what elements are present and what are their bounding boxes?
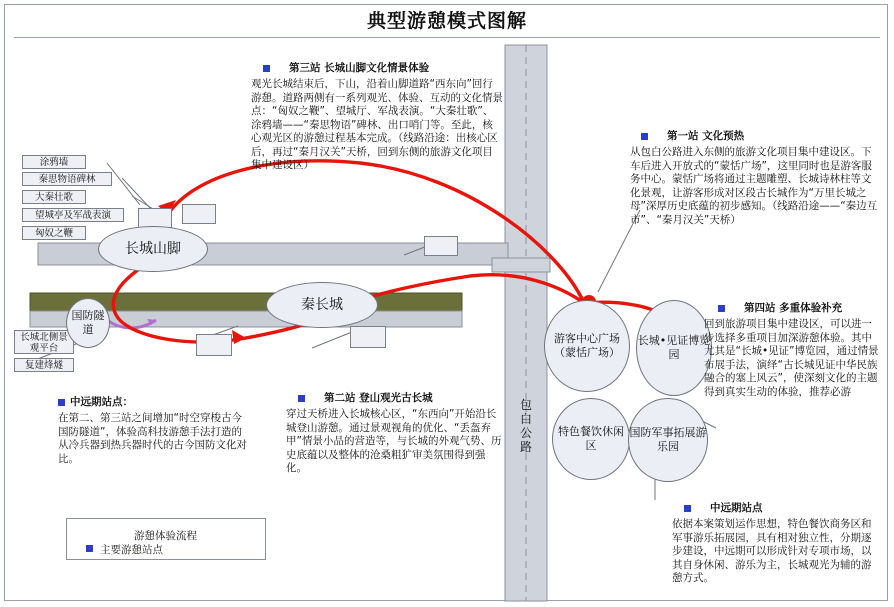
scene-box-2 xyxy=(182,204,216,224)
station3-bullet xyxy=(263,65,270,72)
scene-box-4 xyxy=(196,334,232,356)
station2-bullet xyxy=(298,395,305,402)
station2-body: 穿过天桥进入长城核心区，“东西向”开始沿长城登山游憩。通过景观视角的优化、“丢盔弃甲”情景小品的营造等，与长城的外观气势、历史底蕴以及整体的沧桑粗犷审美氛围得到强化。 xyxy=(286,408,502,474)
station1-title: 第一站 文化预热 xyxy=(667,130,745,142)
midnote-right-title: 中远期站点 xyxy=(710,502,763,514)
scene-box-3 xyxy=(424,236,458,256)
node-bolanyuan[interactable]: 长城•见证博览园 xyxy=(636,300,712,396)
left-label-tuyaqiang: 涂鸦墙 xyxy=(22,155,86,169)
left-label-wangchengting: 望城亭及军战表演 xyxy=(22,208,124,222)
legend-node-label: 主要游憩站点 xyxy=(100,544,163,556)
station3-body: 观光长城结束后，下山，沿着山脚道路“西东向”回行游憩。道路两侧有一系列观光、体验、互动的文化情景点：“匈奴之鞭”、望城厅、军战表演。“大秦壮歌”、涂鸦墙——“秦思物语”碑林、出口哨门等。至此，核心观光区的游憩过程基本完成。（线路沿途：出核心区后，再过“秦月汉关”天桥，回到东侧的旅游文化项目集中建设区） xyxy=(251,78,503,171)
left-label-xiongnu: 匈奴之鞭 xyxy=(22,226,86,240)
scene-box-1 xyxy=(138,208,172,228)
midnote-right-body: 依据本案策划运作思想，特色餐饮商务区和军事游乐拓展园，具有相对独立性，分期逐步建设，中远期可以形成针对专项市场，以其自身休闲、游乐为主，长城观光为辅的游憩方式。 xyxy=(672,518,872,584)
node-changcheng-shanjiao[interactable]: 长城山脚 xyxy=(98,226,208,272)
midnote-right-bullet xyxy=(684,505,691,512)
left-label-beiceping: 长城北侧景观平台 xyxy=(14,330,74,354)
station3-title: 第三站 长城山脚文化情景体验 xyxy=(289,62,430,74)
station2-title: 第二站 登山观光古长城 xyxy=(324,392,433,404)
page-title: 典型游憩模式图解 xyxy=(366,10,527,32)
scene-box-5 xyxy=(350,326,386,348)
node-canyin[interactable]: 特色餐饮休闲区 xyxy=(552,398,630,480)
midnote-left-body: 在第二、第三站之间增加“时空穿梭古今国防隧道”，体验高科技游憩手法打造的从冷兵器到热兵器时代的古今国防文化对比。 xyxy=(58,412,247,465)
station1-body: 从包白公路进入东侧的旅游文化项目集中建设区。下车后进入开放式的“蒙恬广场”，这里同时也是游客服务中心。蒙恬广场将通过主题雕塑、长城诗林柱等文化景观，让游客形成对区段古长城作为“万里长城之母”深厚历史底蕴的初步感知。（线路沿途——“秦边互市”、“秦月汉关”天桥） xyxy=(630,146,878,226)
node-guofang-suidao[interactable]: 国防隧道 xyxy=(66,298,110,348)
left-label-fengsui: 复建烽燧 xyxy=(14,358,74,372)
node-junshi[interactable]: 国防军事拓展游乐园 xyxy=(628,398,708,482)
station4-body: 回到旅游项目集中建设区，可以进一步选择多重项目加深游憩体验。其中尤其是“长城•见证”博览园，通过情景布展手法，演绎“古长城见证中华民族融合的塞上风云”，使深刻文化的主题得到真实生动的体验，推荐必游 xyxy=(704,318,879,398)
node-youke-zhongxin[interactable]: 游客中心广场（蒙恬广场） xyxy=(544,300,630,392)
station4-bullet xyxy=(718,305,725,312)
node-qin-changcheng[interactable]: 秦长城 xyxy=(266,282,378,328)
legend-node-marker xyxy=(86,545,93,552)
left-label-beilin: 秦思物语碑林 xyxy=(22,172,112,186)
station4-title: 第四站 多重体验补充 xyxy=(744,302,843,314)
left-label-zhuangge: 大秦壮歌 xyxy=(22,190,86,204)
road-label-baobai: 包白公路 xyxy=(519,398,532,454)
legend-flow-label: 游憩体验流程 xyxy=(134,530,197,542)
midnote-left-title: 中远期站点： xyxy=(70,396,133,408)
station1-bullet xyxy=(641,133,648,140)
midnote-left-bullet xyxy=(58,399,65,406)
